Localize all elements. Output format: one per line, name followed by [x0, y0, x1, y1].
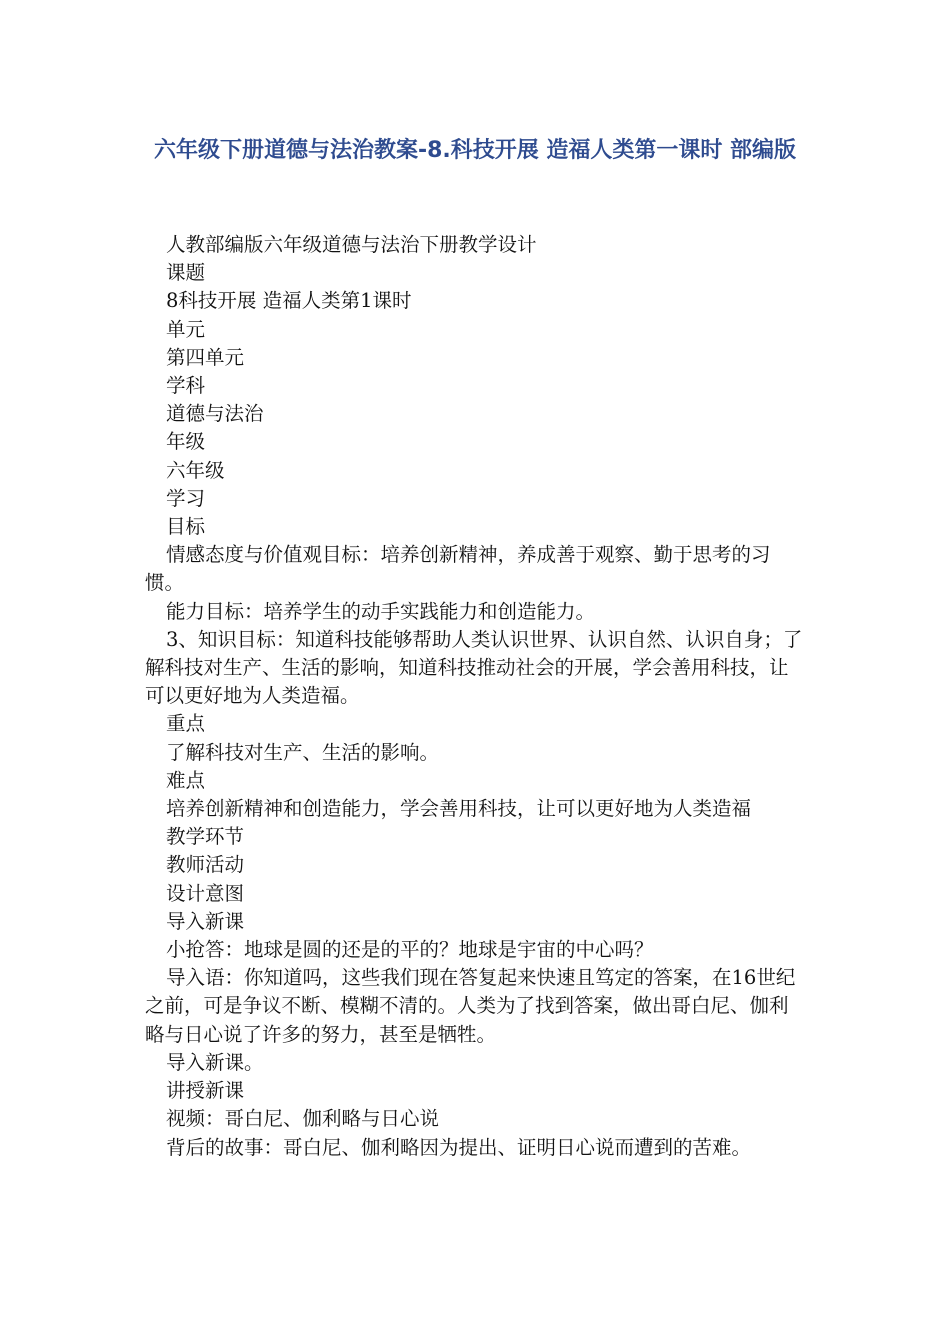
paragraph: 道德与法治 — [166, 402, 264, 426]
paragraph: 3、知识目标：知道科技能够帮助人类认识世界、认识自然、认识自身；了解科技对生产、生活的影响，知道科技推动社会的开展，学会善用科技，让可以更好地为人类造福。 — [145, 627, 803, 708]
paragraph: 小抢答：地球是圆的还是的平的？地球是宇宙的中心吗？ — [166, 938, 654, 962]
paragraph: 视频：哥白尼、伽利略与日心说 — [166, 1107, 440, 1131]
paragraph: 讲授新课 — [166, 1079, 245, 1103]
paragraph: 能力目标：培养学生的动手实践能力和创造能力。 — [166, 599, 596, 623]
paragraph: 导入语：你知道吗，这些我们现在答复起来快速且笃定的答案，在16世纪之前，可是争议不断、模糊不清的。人类为了找到答案，做出哥白尼、伽利略与日心说了许多的努力，甚至是牺牲。 — [145, 966, 796, 1046]
paragraph: 难点 — [166, 768, 206, 792]
paragraph: 目标 — [166, 515, 206, 539]
paragraph: 培养创新精神和创造能力，学会善用科技，让可以更好地为人类造福 — [166, 797, 752, 821]
paragraph: 学习 — [166, 486, 206, 510]
paragraph: 情感态度与价值观目标：培养创新精神，养成善于观察、勤于思考的习惯。 — [145, 543, 771, 595]
document-body — [145, 231, 805, 1162]
paragraph: 年级 — [166, 430, 206, 454]
paragraph: 8科技开展 造福人类第1课时 — [166, 289, 412, 313]
paragraph: 教师活动 — [166, 853, 245, 877]
paragraph: 导入新课。 — [166, 1050, 264, 1074]
paragraph: 单元 — [166, 317, 206, 341]
paragraph: 学科 — [166, 374, 206, 398]
document-title: 六年级下册道德与法治教案-8.科技开展 造福人类第一课时 部编版 — [153, 138, 797, 163]
paragraph: 背后的故事：哥白尼、伽利略因为提出、证明日心说而遭到的苦难。 — [166, 1135, 752, 1159]
paragraph: 六年级 — [166, 458, 225, 482]
paragraph: 课题 — [166, 261, 206, 285]
paragraph: 重点 — [166, 712, 206, 736]
paragraph: 设计意图 — [166, 881, 245, 905]
paragraph: 教学环节 — [166, 825, 245, 849]
paragraph: 第四单元 — [166, 345, 245, 369]
paragraph: 导入新课 — [166, 909, 245, 933]
paragraph: 了解科技对生产、生活的影响。 — [166, 740, 440, 764]
paragraph: 人教部编版六年级道德与法治下册教学设计 — [166, 233, 537, 256]
